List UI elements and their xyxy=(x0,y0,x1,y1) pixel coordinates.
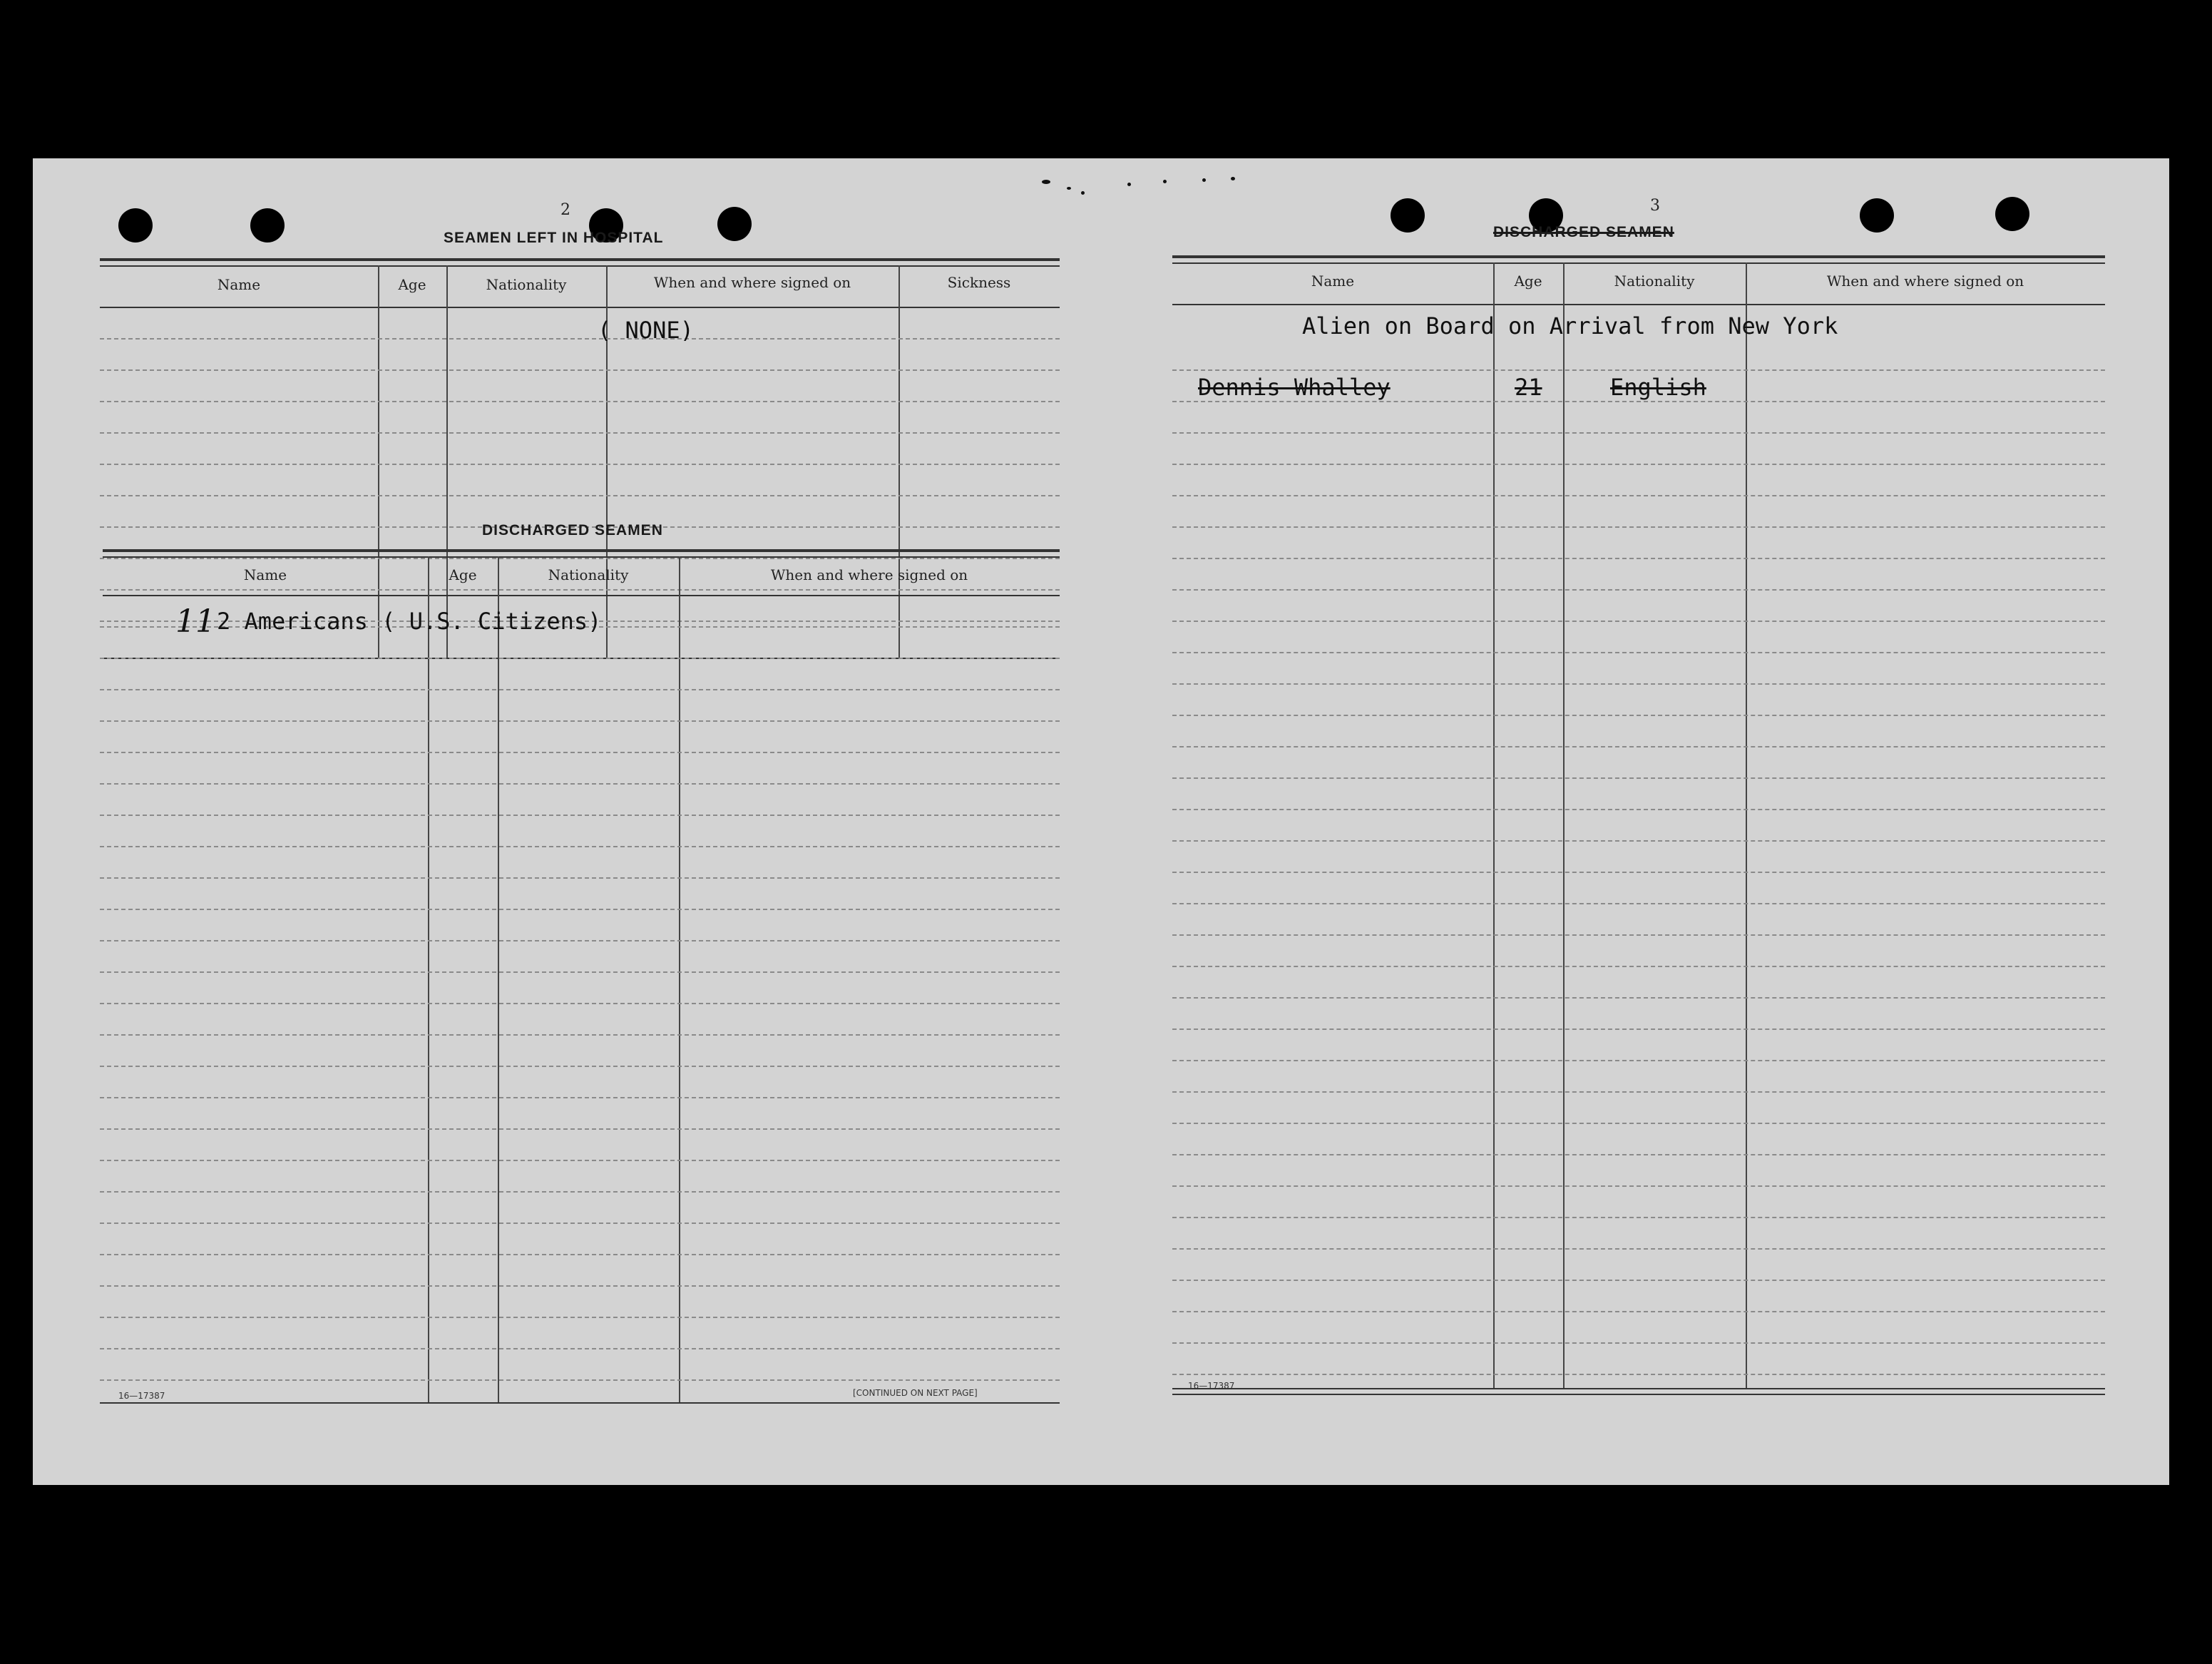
rule xyxy=(103,595,1060,596)
column-divider xyxy=(679,556,680,1402)
row-line xyxy=(100,432,1060,434)
page-number-left: 2 xyxy=(560,201,570,219)
row-line xyxy=(100,1034,1060,1036)
rule xyxy=(103,549,1060,552)
row-line xyxy=(1172,840,2105,842)
row-line xyxy=(1172,1028,2105,1030)
row-line xyxy=(1172,558,2105,559)
speck xyxy=(1081,191,1085,195)
row-line xyxy=(1172,1374,2105,1375)
row-line xyxy=(1172,1248,2105,1250)
rule xyxy=(100,1402,1060,1404)
rule xyxy=(1172,1394,2105,1395)
rule xyxy=(103,556,1060,558)
column-header-when-where: When and where signed on xyxy=(1826,272,2024,290)
column-divider xyxy=(446,265,448,658)
column-divider xyxy=(1746,262,1747,1388)
row-line xyxy=(1172,934,2105,936)
hospital-entry-none: ( NONE) xyxy=(598,317,694,344)
form-code-left: 16—17387 xyxy=(118,1391,165,1401)
column-divider xyxy=(1493,262,1495,1388)
seaman-name: Dennis Whalley xyxy=(1198,374,1391,401)
punch-hole xyxy=(1995,197,2029,231)
row-line xyxy=(1172,997,2105,999)
row-line xyxy=(1172,1311,2105,1312)
speck xyxy=(1067,187,1071,190)
row-line xyxy=(1172,1185,2105,1187)
row-line xyxy=(1172,1342,2105,1344)
row-line xyxy=(1172,683,2105,685)
row-line xyxy=(1172,432,2105,434)
row-line xyxy=(1172,809,2105,810)
column-divider xyxy=(498,556,499,1402)
row-line xyxy=(100,1348,1060,1349)
punch-hole xyxy=(118,208,153,243)
column-header-name: Name xyxy=(217,276,261,293)
rule xyxy=(100,265,1060,267)
row-line xyxy=(1172,652,2105,653)
row-line xyxy=(100,1160,1060,1161)
row-line xyxy=(100,815,1060,816)
row-line xyxy=(100,1066,1060,1067)
seaman-nationality: English xyxy=(1610,374,1706,401)
row-line xyxy=(1172,1123,2105,1124)
column-divider xyxy=(1563,262,1565,1388)
column-header-when-where: When and where signed on xyxy=(653,274,851,291)
row-line xyxy=(100,1003,1060,1004)
struck-section-title: DISCHARGED SEAMEN xyxy=(1493,224,1674,240)
column-header-nationality: Nationality xyxy=(486,276,567,293)
page-number-right: 3 xyxy=(1650,197,1660,215)
rule xyxy=(1172,304,2105,305)
row-line xyxy=(100,1097,1060,1098)
row-line xyxy=(1172,872,2105,873)
seaman-age: 21 xyxy=(1515,374,1542,401)
row-line xyxy=(1172,1154,2105,1155)
row-line xyxy=(1172,903,2105,904)
row-line xyxy=(100,1128,1060,1130)
row-line xyxy=(100,1285,1060,1287)
column-divider xyxy=(898,265,900,658)
row-line xyxy=(1172,369,2105,371)
row-line xyxy=(1172,464,2105,465)
row-line xyxy=(100,589,1060,591)
row-line xyxy=(1172,1060,2105,1061)
row-line xyxy=(100,1317,1060,1318)
arrival-heading-entry: Alien on Board on Arrival from New York xyxy=(1302,312,1838,340)
row-line xyxy=(100,658,1060,659)
row-line xyxy=(100,464,1060,465)
row-line xyxy=(1172,715,2105,716)
row-line xyxy=(100,689,1060,690)
continued-note: [CONTINUED ON NEXT PAGE] xyxy=(853,1388,978,1398)
column-divider xyxy=(428,556,429,1402)
row-line xyxy=(100,877,1060,879)
rule xyxy=(1172,1388,2105,1389)
row-line xyxy=(100,1191,1060,1193)
column-header-nationality: Nationality xyxy=(548,566,629,583)
row-line xyxy=(1172,1091,2105,1093)
row-line xyxy=(100,971,1060,973)
row-line xyxy=(1172,1280,2105,1281)
column-header-age: Age xyxy=(1514,272,1542,290)
rule xyxy=(100,307,1060,308)
row-line xyxy=(100,369,1060,371)
row-line xyxy=(100,495,1060,496)
row-line xyxy=(100,752,1060,753)
row-line xyxy=(1172,589,2105,591)
row-line xyxy=(1172,777,2105,779)
row-line xyxy=(100,558,1060,559)
handwritten-count: 11 xyxy=(175,603,215,640)
rule xyxy=(1172,262,2105,264)
column-header-nationality: Nationality xyxy=(1614,272,1695,290)
punch-hole xyxy=(1860,198,1894,233)
hospital-section-title: SEAMEN LEFT IN HOSPITAL xyxy=(444,230,664,246)
discharged-section-title: DISCHARGED SEAMEN xyxy=(482,522,663,538)
row-line xyxy=(100,940,1060,941)
rule xyxy=(1172,255,2105,258)
punch-hole xyxy=(717,207,752,241)
punch-hole xyxy=(250,208,285,243)
row-line xyxy=(100,401,1060,402)
speck xyxy=(1202,178,1206,182)
speck xyxy=(1163,180,1167,183)
row-line xyxy=(1172,966,2105,967)
row-line xyxy=(1172,495,2105,496)
form-code-right: 16—17387 xyxy=(1188,1381,1235,1391)
column-divider xyxy=(378,265,379,658)
row-line xyxy=(1172,526,2105,528)
column-header-when-where: When and where signed on xyxy=(770,566,968,583)
column-header-sickness: Sickness xyxy=(947,274,1011,291)
speck xyxy=(1231,177,1235,180)
row-line xyxy=(100,720,1060,722)
punch-hole xyxy=(1391,198,1425,233)
row-line xyxy=(100,1379,1060,1381)
row-line xyxy=(100,1254,1060,1255)
discharged-entry: 2 Americans ( U.S. Citizens) xyxy=(217,608,602,635)
column-header-age: Age xyxy=(449,566,477,583)
row-line xyxy=(1172,1217,2105,1218)
column-header-name: Name xyxy=(1311,272,1355,290)
column-header-age: Age xyxy=(398,276,426,293)
speck xyxy=(1127,183,1131,186)
row-line xyxy=(100,909,1060,910)
row-line xyxy=(1172,401,2105,402)
row-line xyxy=(100,338,1060,340)
row-line xyxy=(100,1223,1060,1224)
row-line xyxy=(1172,621,2105,622)
row-line xyxy=(100,846,1060,847)
document-page xyxy=(33,158,2169,1485)
column-header-name: Name xyxy=(243,566,287,583)
speck xyxy=(1042,180,1050,184)
rule xyxy=(100,258,1060,261)
row-line xyxy=(100,783,1060,785)
row-line xyxy=(1172,746,2105,747)
